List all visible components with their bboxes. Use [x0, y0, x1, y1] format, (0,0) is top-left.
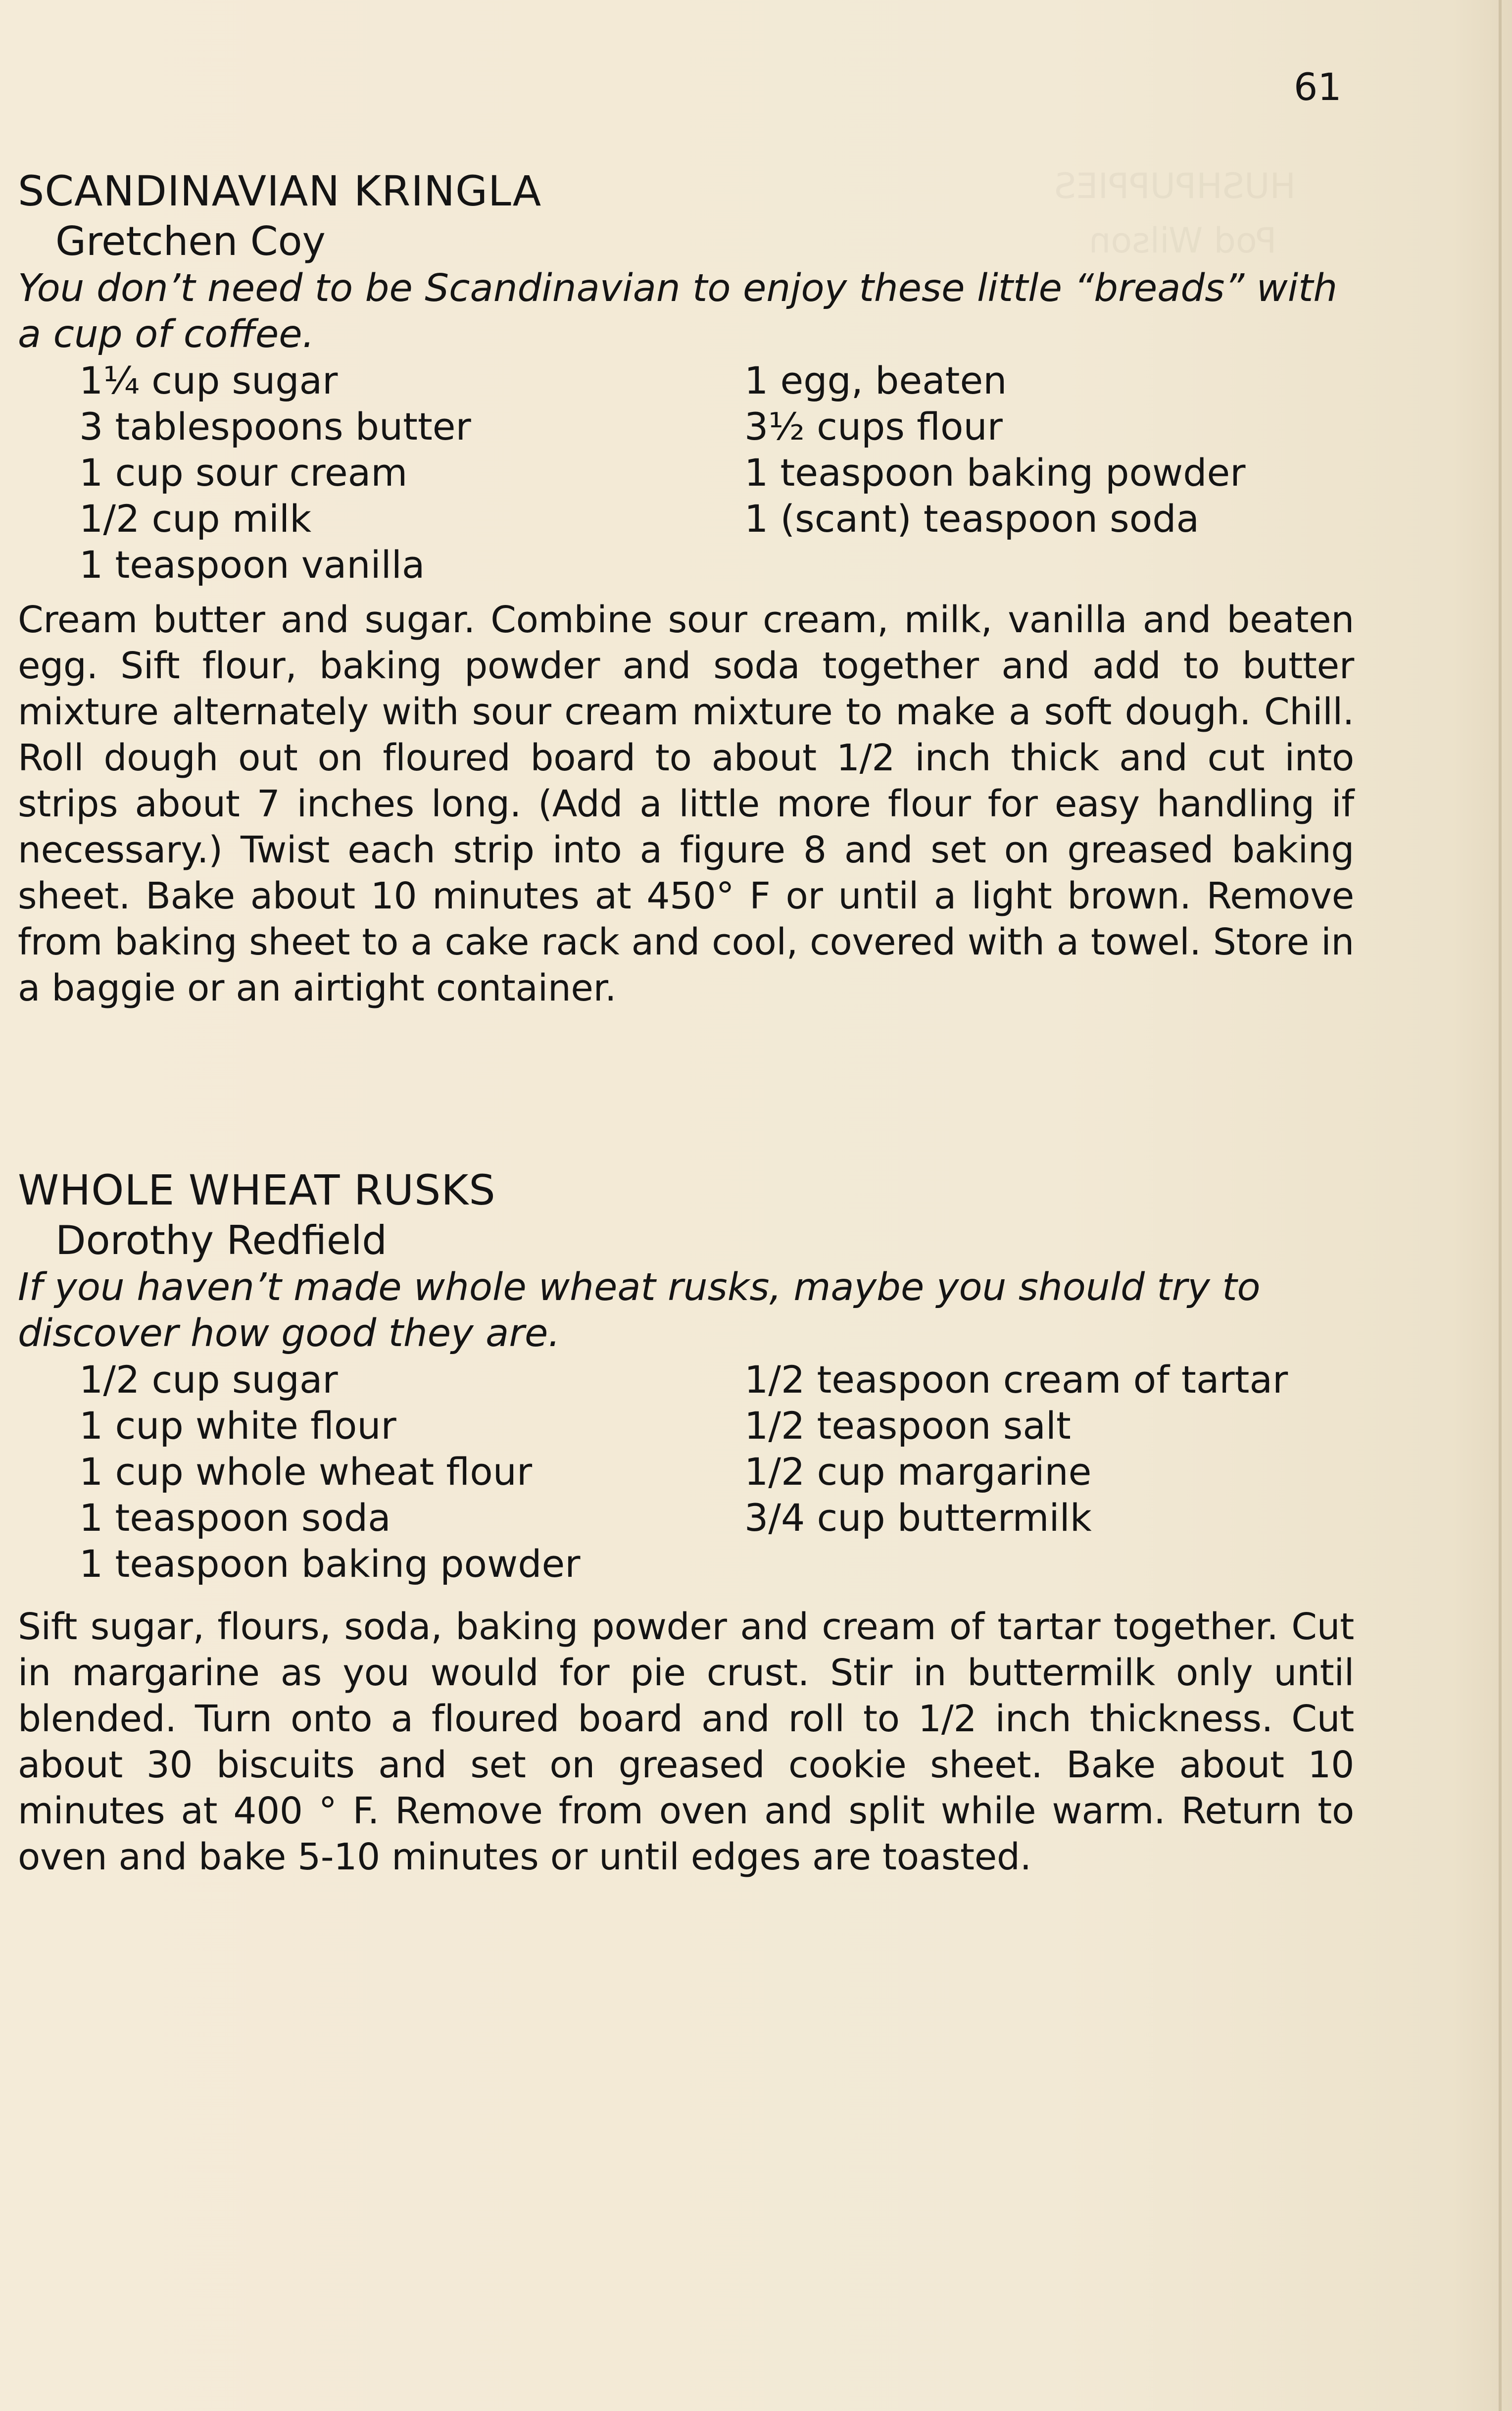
- ingredient-item: 1 egg, beaten: [744, 358, 1007, 402]
- recipe-method: Sift sugar, flours, soda, baking powder and cream of tartar together. Cut in margarine as you would for pie crust. Stir in buttermilk only until blended. Turn onto a floured board and roll to 1/2 inch thickness. Cut about 30 biscuits and set on greased cookie sheet. Bake about 10 minutes at 400 ° F. Remove from oven and split while warm. Return to oven and bake 5-10 minutes or until edges are toasted.: [18, 1606, 1354, 1878]
- ingredient-item: 1/2 cup sugar: [79, 1357, 338, 1402]
- recipe-intro: If you haven’t made whole wheat rusks, maybe you should try to discover how good they are.: [18, 1265, 1261, 1356]
- ingredient-item: 1 teaspoon baking powder: [744, 451, 1246, 495]
- recipe-author: Gretchen Coy: [55, 218, 326, 264]
- ingredient-item: 1 cup sour cream: [79, 451, 408, 495]
- ingredient-item: 1 cup whole wheat flour: [79, 1450, 533, 1494]
- recipe-title: WHOLE WHEAT RUSKS: [18, 1166, 496, 1214]
- ingredient-item: 3 tablespoons butter: [79, 404, 471, 449]
- recipe-scandinavian-kringla: [18, 164, 1354, 1011]
- ingredients-left-column: [79, 357, 471, 588]
- bleed-through-author: Pod Wilson: [1089, 220, 1277, 261]
- ingredient-item: 1 (scant) teaspoon soda: [744, 497, 1200, 541]
- ingredients-left-column: [79, 1356, 580, 1587]
- ingredients-list: [18, 357, 1354, 590]
- recipe-title: SCANDINAVIAN KRINGLA: [18, 167, 542, 215]
- ingredients-right-column: [744, 1356, 1288, 1541]
- bleed-through-heading: HUSHPUPPIES: [1054, 166, 1296, 206]
- ingredient-item: 3/4 cup buttermilk: [744, 1496, 1092, 1540]
- recipe-author: Dorothy Redfield: [55, 1217, 388, 1263]
- ingredient-item: 1 cup white flour: [79, 1404, 396, 1448]
- ingredient-item: 1/2 cup margarine: [744, 1450, 1092, 1494]
- ingredient-item: 1 teaspoon soda: [79, 1496, 391, 1540]
- ingredient-item: 1 teaspoon vanilla: [79, 543, 425, 587]
- ingredient-item: 3½ cups flour: [744, 404, 1003, 449]
- recipe-intro: You don’t need to be Scandinavian to enjoy these little “breads” with a cup of coffee.: [18, 266, 1338, 356]
- ingredient-item: 1/2 teaspoon cream of tartar: [744, 1357, 1288, 1402]
- ingredient-item: 1/2 teaspoon salt: [744, 1404, 1071, 1448]
- recipe-method: Cream butter and sugar. Combine sour cream, milk, vanilla and beaten egg. Sift flour, baking powder and soda together and add to butter mixture alternately with sour cream mixture to make a soft dough. Chill. Roll dough out on floured board to about 1/2 inch thick and cut into strips about 7 inches long. (Add a little more flour for easy handling if necessary.) Twist each strip into a figure 8 and set on greased baking sheet. Bake about 10 minutes at 450° F or until a light brown. Remove from baking sheet to a cake rack and cool, covered with a towel. Store in a baggie or an airtight container.: [18, 599, 1354, 1009]
- ingredient-item: 1¼ cup sugar: [79, 358, 338, 402]
- page-edge: [1499, 0, 1502, 2411]
- ingredients-right-column: [744, 357, 1245, 542]
- ingredient-item: 1/2 cup milk: [79, 497, 312, 541]
- page-number: 61: [1294, 65, 1342, 109]
- recipe-whole-wheat-rusks: [18, 1163, 1354, 1880]
- ingredients-list: [18, 1356, 1354, 1589]
- ingredient-item: 1 teaspoon baking powder: [79, 1542, 581, 1586]
